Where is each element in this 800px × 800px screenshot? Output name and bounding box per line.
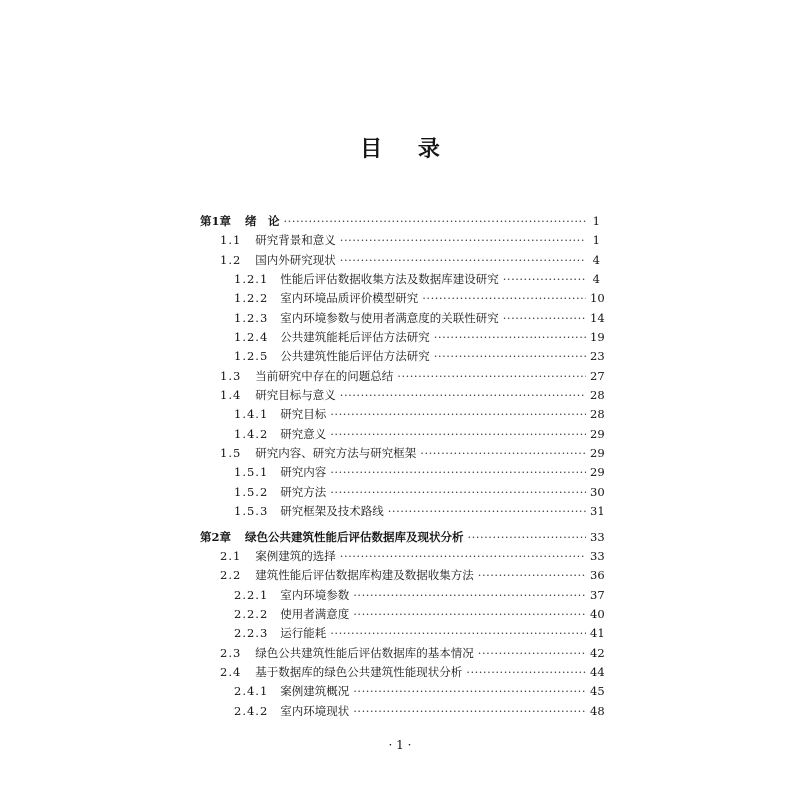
toc-entry-label: 研究目标 [280, 407, 327, 422]
toc-entry-label: 室内环境现状 [280, 703, 350, 718]
toc-entry-page: 1 [592, 214, 600, 228]
dot-leader [397, 367, 586, 386]
dot-leader [468, 528, 586, 547]
toc-entry-page: 44 [590, 664, 605, 679]
toc-entry-number: 第2章 [200, 529, 232, 544]
toc-entry-number: 1.5.2 [234, 484, 269, 499]
toc-entry-label: 建筑性能后评估数据库构建及数据收集方法 [255, 568, 474, 583]
dot-leader [353, 586, 586, 605]
toc-entry-label: 当前研究中存在的问题总结 [255, 368, 394, 383]
toc-subsection-entry [200, 270, 600, 289]
toc-entry-number: 2.3 [220, 645, 242, 660]
toc-entry-page: 41 [590, 626, 605, 641]
toc-chapter-entry [200, 212, 600, 231]
toc-entry-number: 1.2 [220, 252, 242, 267]
toc-entry-page: 10 [590, 291, 605, 306]
toc-entry-page: 19 [590, 330, 605, 345]
toc-entry-page: 14 [590, 310, 605, 325]
toc-entry-number: 1.5.3 [234, 504, 269, 519]
toc-entry-page: 28 [590, 388, 605, 403]
toc-entry-page: 42 [590, 645, 605, 660]
toc-entry-page: 40 [590, 606, 605, 621]
toc-section-entry [200, 644, 605, 663]
toc-entry-label: 研究框架及技术路线 [280, 504, 384, 519]
toc-entry-number: 2.2.2 [234, 606, 269, 621]
toc-entry-label: 案例建筑概况 [280, 684, 350, 699]
toc-subsection-entry [200, 289, 605, 308]
toc-entry-page: 4 [592, 272, 600, 287]
dot-leader [330, 405, 586, 424]
toc-section-entry [200, 386, 605, 405]
dot-leader [330, 624, 586, 643]
toc-entry-label: 绪 论 [245, 214, 280, 228]
toc-entry-label: 国内外研究现状 [255, 252, 336, 267]
toc-entry-label: 研究背景和意义 [255, 233, 336, 248]
toc-entry-number: 1.2.4 [234, 330, 269, 345]
toc-subsection-entry [200, 624, 605, 643]
toc-entry-number: 1.3 [220, 368, 242, 383]
toc-entry-number: 第1章 [200, 214, 232, 228]
toc-entry-number: 1.2.5 [234, 349, 269, 364]
dot-leader [503, 270, 586, 289]
table-of-contents [200, 212, 605, 721]
toc-entry-label: 研究内容、研究方法与研究框架 [255, 446, 417, 461]
toc-entry-label: 室内环境参数 [280, 587, 350, 602]
toc-subsection-entry [200, 586, 605, 605]
toc-entry-page: 45 [590, 684, 605, 699]
dot-leader [388, 502, 586, 521]
toc-subsection-entry [200, 702, 605, 721]
toc-entry-label: 室内环境品质评价模型研究 [280, 291, 419, 306]
dot-leader [340, 231, 586, 250]
toc-section-entry [200, 663, 605, 682]
toc-entry-page: 23 [590, 349, 605, 364]
dot-leader [466, 663, 586, 682]
toc-entry-page: 48 [590, 703, 605, 718]
dot-leader [434, 347, 586, 366]
toc-entry-page: 1 [592, 233, 600, 248]
toc-entry-label: 公共建筑能耗后评估方法研究 [280, 330, 430, 345]
toc-entry-page: 36 [590, 568, 605, 583]
toc-entry-label: 研究目标与意义 [255, 388, 336, 403]
dot-leader [284, 212, 586, 231]
toc-entry-page: 27 [590, 368, 605, 383]
toc-chapter-entry [200, 528, 605, 547]
toc-subsection-entry [200, 328, 605, 347]
toc-entry-number: 2.1 [220, 548, 242, 563]
toc-entry-label: 研究意义 [280, 426, 327, 441]
toc-entry-number: 1.2.1 [234, 272, 269, 287]
toc-entry-number: 1.1 [220, 233, 242, 248]
toc-entry-label: 基于数据库的绿色公共建筑性能现状分析 [255, 664, 463, 679]
dot-leader [420, 444, 586, 463]
dot-leader [434, 328, 586, 347]
toc-entry-page: 28 [590, 407, 605, 422]
dot-leader [340, 251, 586, 270]
toc-subsection-entry [200, 682, 605, 701]
dot-leader [353, 702, 586, 721]
dot-leader [503, 309, 586, 328]
toc-entry-label: 绿色公共建筑性能后评估数据库及现状分析 [245, 529, 464, 544]
page-title: 目 录 [360, 136, 454, 162]
toc-subsection-entry [200, 309, 605, 328]
dot-leader [478, 644, 586, 663]
toc-entry-label: 研究内容 [280, 465, 327, 480]
toc-entry-number: 1.4.1 [234, 407, 269, 422]
toc-section-entry [200, 444, 605, 463]
toc-section-entry [200, 566, 605, 585]
toc-entry-page: 30 [590, 484, 605, 499]
toc-subsection-entry [200, 347, 605, 366]
toc-entry-label: 案例建筑的选择 [255, 548, 336, 563]
toc-section-entry [200, 367, 605, 386]
dot-leader [330, 425, 586, 444]
toc-entry-label: 研究方法 [280, 484, 327, 499]
toc-subsection-entry [200, 463, 605, 482]
toc-section-entry [200, 547, 605, 566]
toc-entry-number: 1.2.2 [234, 291, 269, 306]
toc-entry-label: 使用者满意度 [280, 606, 350, 621]
toc-entry-number: 2.2.1 [234, 587, 269, 602]
toc-entry-number: 1.2.3 [234, 310, 269, 325]
toc-section-entry [200, 251, 600, 270]
toc-entry-number: 1.5.1 [234, 465, 269, 480]
dot-leader [340, 547, 586, 566]
toc-entry-page: 29 [590, 465, 605, 480]
toc-subsection-entry [200, 425, 605, 444]
toc-entry-page: 29 [590, 426, 605, 441]
toc-entry-number: 2.4.1 [234, 684, 269, 699]
dot-leader [330, 463, 586, 482]
toc-entry-label: 性能后评估数据收集方法及数据库建设研究 [280, 272, 499, 287]
toc-subsection-entry [200, 605, 605, 624]
page-number: · 1 · [388, 738, 412, 752]
toc-subsection-entry [200, 405, 605, 424]
toc-entry-number: 2.2.3 [234, 626, 269, 641]
toc-subsection-entry [200, 483, 605, 502]
toc-entry-number: 1.4.2 [234, 426, 269, 441]
toc-entry-page: 33 [590, 548, 605, 563]
dot-leader [340, 386, 586, 405]
toc-entry-number: 1.5 [220, 446, 242, 461]
toc-entry-page: 33 [590, 529, 605, 544]
toc-entry-number: 2.4.2 [234, 703, 269, 718]
dot-leader [330, 483, 586, 502]
toc-entry-page: 29 [590, 446, 605, 461]
toc-entry-number: 1.4 [220, 388, 242, 403]
toc-entry-number: 2.2 [220, 568, 242, 583]
dot-leader [422, 289, 586, 308]
toc-entry-label: 绿色公共建筑性能后评估数据库的基本情况 [255, 645, 474, 660]
toc-entry-label: 运行能耗 [280, 626, 327, 641]
dot-leader [353, 682, 586, 701]
dot-leader [478, 566, 586, 585]
toc-entry-page: 37 [590, 587, 605, 602]
toc-section-entry [200, 231, 600, 250]
dot-leader [353, 605, 586, 624]
toc-entry-page: 31 [590, 504, 605, 519]
toc-entry-page: 4 [592, 252, 600, 267]
toc-entry-label: 室内环境参数与使用者满意度的关联性研究 [280, 310, 499, 325]
toc-entry-number: 2.4 [220, 664, 242, 679]
toc-entry-label: 公共建筑性能后评估方法研究 [280, 349, 430, 364]
toc-subsection-entry [200, 502, 605, 521]
